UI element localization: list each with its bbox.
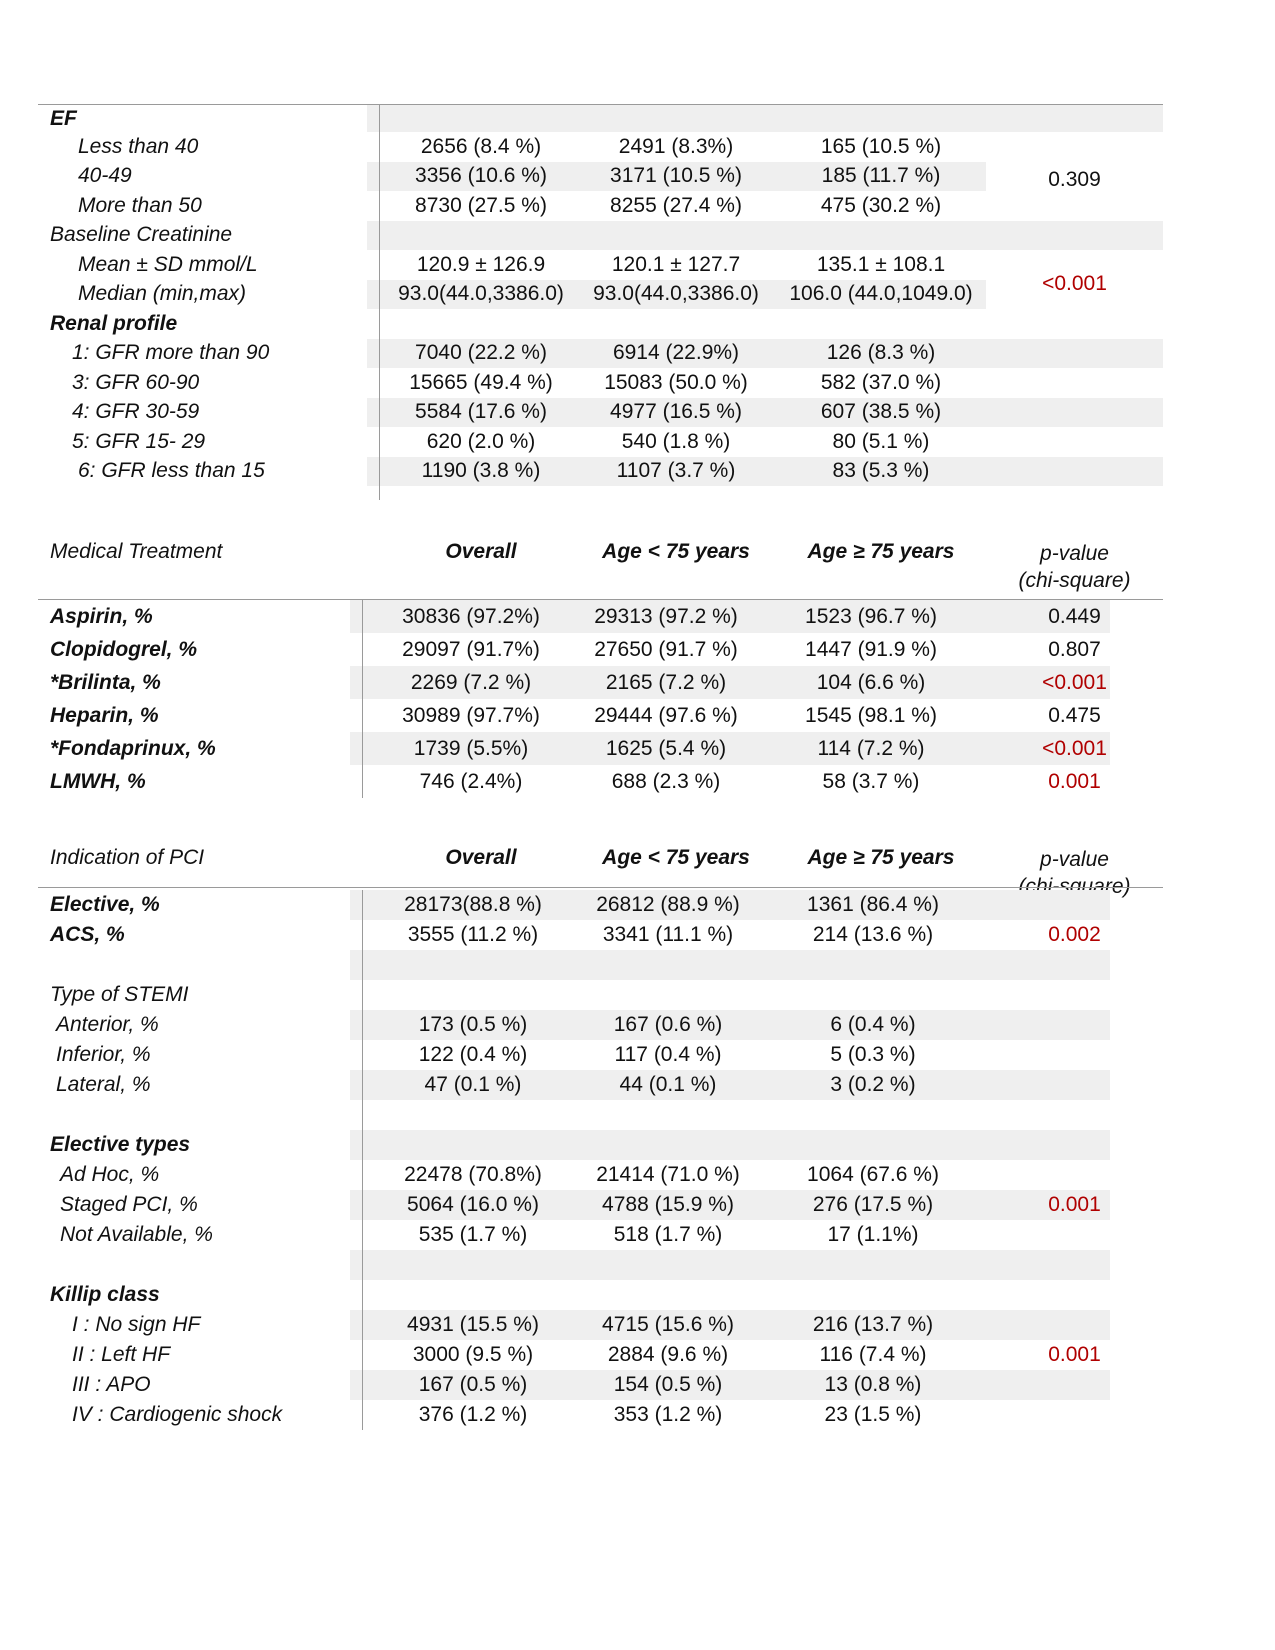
cell-age-under-75: 120.1 ± 127.7 <box>611 252 741 276</box>
row-label: 4: GFR 30-59 <box>72 400 200 424</box>
cell-age-75-plus: 6 (0.4 %) <box>830 1013 916 1036</box>
row-label: Inferior, % <box>56 1043 151 1066</box>
header-p-value-label: p-value <box>1040 542 1109 565</box>
cell-age-under-75: 2165 (7.2 %) <box>605 670 727 694</box>
table-row <box>38 699 1163 732</box>
cell-age-75-plus: 1545 (98.1 %) <box>805 703 937 727</box>
row-label: Less than 40 <box>78 134 199 158</box>
table-row <box>38 339 1163 369</box>
row-label: IV : Cardiogenic shock <box>72 1403 283 1426</box>
cell-age-under-75: 1107 (3.7 %) <box>616 459 736 483</box>
cell-age-under-75 <box>568 1280 768 1310</box>
cell-overall <box>386 221 576 251</box>
table-row <box>38 1010 1163 1040</box>
column-divider <box>362 600 363 798</box>
row-label: Mean ± SD mmol/L <box>78 252 258 276</box>
cell-age-75-plus: 13 (0.8 %) <box>824 1373 922 1396</box>
cell-age-under-75 <box>576 221 776 251</box>
cell-age-under-75: 26812 (88.9 %) <box>596 893 740 916</box>
cell-age-under-75: 4977 (16.5 %) <box>610 400 742 424</box>
table-row <box>38 1400 1163 1430</box>
cell-age-75-plus: 114 (7.2 %) <box>817 736 925 760</box>
row-label: *Fondaprinux, % <box>50 736 216 760</box>
cell-age-under-75: 4715 (15.6 %) <box>602 1313 734 1336</box>
cell-overall <box>378 980 568 1010</box>
row-label: More than 50 <box>78 193 202 217</box>
header-overall: Overall <box>445 846 517 869</box>
cell-age-under-75: 117 (0.4 %) <box>614 1043 722 1066</box>
table-row <box>38 950 1163 980</box>
table-row <box>38 427 1163 457</box>
table-row <box>38 221 1163 251</box>
header-p-value-test: (chi-square) <box>1018 569 1131 592</box>
cell-age-75-plus: 23 (1.5 %) <box>824 1403 922 1426</box>
row-label: II : Left HF <box>72 1343 171 1366</box>
cell-p-value: 0.449 <box>1048 604 1101 628</box>
row-label: 1: GFR more than 90 <box>72 341 270 365</box>
row-label: 3: GFR 60-90 <box>72 370 200 394</box>
cell-overall <box>378 1130 568 1160</box>
cell-overall <box>378 1280 568 1310</box>
cell-age-under-75: 1625 (5.4 %) <box>605 736 727 760</box>
cell-age-under-75 <box>568 1250 768 1280</box>
header-age-under-75: Age < 75 years <box>602 540 750 563</box>
table-row <box>38 368 1163 398</box>
cell-age-75-plus: 607 (38.5 %) <box>820 400 942 424</box>
cell-p-value: 0.807 <box>1048 637 1101 661</box>
cell-age-75-plus <box>776 309 986 339</box>
cell-age-75-plus: 126 (8.3 %) <box>826 341 936 365</box>
cell-age-75-plus <box>768 980 978 1010</box>
cell-age-75-plus <box>768 950 978 980</box>
p-value-killip: 0.001 <box>1048 1343 1101 1366</box>
cell-age-under-75: 353 (1.2 %) <box>613 1403 723 1426</box>
cell-age-75-plus: 3 (0.2 %) <box>830 1073 916 1096</box>
cell-age-under-75: 6914 (22.9%) <box>612 341 740 365</box>
header-p-value-label: p-value <box>1040 848 1109 871</box>
row-label <box>50 1250 410 1280</box>
cell-overall <box>378 1100 568 1130</box>
cell-overall: 29097 (91.7%) <box>402 637 540 661</box>
row-label: Elective, % <box>50 893 160 916</box>
cell-age-75-plus: 582 (37.0 %) <box>820 370 942 394</box>
row-label: Lateral, % <box>56 1073 151 1096</box>
table-row <box>38 600 1163 633</box>
cell-age-75-plus: 106.0 (44.0,1049.0) <box>789 282 973 306</box>
cell-age-under-75: 4788 (15.9 %) <box>602 1193 734 1216</box>
row-label: Not Available, % <box>60 1223 213 1246</box>
cell-p-value: <0.001 <box>1042 670 1107 694</box>
row-label: Ad Hoc, % <box>60 1163 160 1186</box>
cell-overall: 30989 (97.7%) <box>402 703 540 727</box>
cell-age-under-75: 2491 (8.3%) <box>618 134 734 158</box>
cell-age-75-plus: 214 (13.6 %) <box>812 923 934 946</box>
table-row <box>38 457 1163 487</box>
cell-age-under-75: 540 (1.8 %) <box>621 429 731 453</box>
row-label: Staged PCI, % <box>60 1193 198 1216</box>
row-label: Clopidogrel, % <box>50 637 197 661</box>
cell-age-under-75: 21414 (71.0 %) <box>596 1163 740 1186</box>
row-label: Killip class <box>50 1283 160 1306</box>
table-row <box>38 980 1163 1010</box>
cell-age-under-75: 15083 (50.0 %) <box>604 370 748 394</box>
table-row <box>38 1370 1163 1400</box>
column-divider <box>379 104 380 500</box>
table-row <box>38 633 1163 666</box>
cell-age-75-plus: 58 (3.7 %) <box>822 769 920 793</box>
row-label: Type of STEMI <box>50 983 189 1006</box>
cell-overall: 93.0(44.0,3386.0) <box>398 282 564 306</box>
row-label: III : APO <box>72 1373 151 1396</box>
cell-age-under-75: 27650 (91.7 %) <box>594 637 738 661</box>
cell-overall <box>378 950 568 980</box>
cell-overall <box>378 1250 568 1280</box>
row-label: EF <box>50 106 77 130</box>
cell-age-under-75: 44 (0.1 %) <box>619 1073 717 1096</box>
cell-p-value: 0.475 <box>1048 703 1101 727</box>
row-label: 5: GFR 15- 29 <box>72 429 206 453</box>
cell-age-75-plus <box>768 1280 978 1310</box>
header-p-value <box>986 540 1163 594</box>
cell-age-under-75: 29444 (97.6 %) <box>594 703 738 727</box>
header-age-75-plus: Age ≥ 75 years <box>807 846 955 869</box>
cell-age-under-75 <box>576 105 776 132</box>
cell-p-value: 0.001 <box>1048 769 1101 793</box>
cell-age-75-plus: 104 (6.6 %) <box>816 670 926 694</box>
cell-overall: 47 (0.1 %) <box>424 1073 522 1096</box>
cell-overall: 120.9 ± 126.9 <box>416 252 546 276</box>
table-title: Medical Treatment <box>50 540 223 563</box>
cell-age-75-plus: 80 (5.1 %) <box>832 429 930 453</box>
cell-overall: 3555 (11.2 %) <box>407 923 539 946</box>
cell-age-75-plus <box>768 1100 978 1130</box>
cell-overall: 7040 (22.2 %) <box>415 341 547 365</box>
cell-age-75-plus <box>776 105 986 132</box>
cell-age-under-75 <box>568 950 768 980</box>
cell-overall: 30836 (97.2%) <box>402 604 540 628</box>
table-row <box>38 398 1163 428</box>
row-label: Renal profile <box>50 311 178 335</box>
cell-age-under-75: 3171 (10.5 %) <box>610 164 742 188</box>
cell-p-value: <0.001 <box>1042 736 1107 760</box>
row-label: 40-49 <box>78 164 132 188</box>
table-row <box>38 1160 1163 1190</box>
cell-overall: 2269 (7.2 %) <box>410 670 532 694</box>
cell-age-75-plus: 165 (10.5 %) <box>820 134 942 158</box>
cell-age-75-plus: 475 (30.2 %) <box>820 193 942 217</box>
row-label: Baseline Creatinine <box>50 223 233 247</box>
table-row <box>38 765 1163 798</box>
cell-overall <box>386 105 576 132</box>
cell-age-75-plus: 185 (11.7 %) <box>821 164 941 188</box>
table-row <box>38 1040 1163 1070</box>
cell-age-under-75: 2884 (9.6 %) <box>607 1343 729 1366</box>
cell-overall: 376 (1.2 %) <box>418 1403 528 1426</box>
header-rule <box>38 887 1163 888</box>
cell-age-under-75: 688 (2.3 %) <box>611 769 721 793</box>
cell-age-under-75: 518 (1.7 %) <box>613 1223 723 1246</box>
cell-age-75-plus: 17 (1.1%) <box>827 1223 919 1246</box>
cell-age-75-plus <box>768 1130 978 1160</box>
table-row <box>38 1100 1163 1130</box>
cell-age-under-75 <box>568 1100 768 1130</box>
row-label: Median (min,max) <box>78 282 247 306</box>
row-label <box>50 950 410 980</box>
cell-age-under-75 <box>568 1130 768 1160</box>
cell-overall: 4931 (15.5 %) <box>407 1313 539 1336</box>
cell-age-75-plus: 276 (17.5 %) <box>812 1193 934 1216</box>
row-label <box>50 1100 410 1130</box>
table-medical-treatment <box>38 540 1163 810</box>
table-row <box>38 1280 1163 1310</box>
row-label: LMWH, % <box>50 769 146 793</box>
cell-age-under-75: 29313 (97.2 %) <box>594 604 738 628</box>
cell-age-75-plus: 1447 (91.9 %) <box>805 637 937 661</box>
cell-overall: 5584 (17.6 %) <box>415 400 547 424</box>
header-age-75-plus: Age ≥ 75 years <box>807 540 955 563</box>
row-label: ACS, % <box>50 923 125 946</box>
cell-age-75-plus: 216 (13.7 %) <box>812 1313 934 1336</box>
p-value-ef: 0.309 <box>1048 168 1101 191</box>
cell-overall: 122 (0.4 %) <box>418 1043 528 1066</box>
table-indication-pci <box>38 846 1163 1446</box>
cell-overall: 1739 (5.5%) <box>413 736 529 760</box>
row-label: Elective types <box>50 1133 191 1156</box>
cell-overall: 5064 (16.0 %) <box>407 1193 539 1216</box>
cell-overall: 15665 (49.4 %) <box>409 370 553 394</box>
cell-age-75-plus <box>776 221 986 251</box>
cell-overall: 2656 (8.4 %) <box>420 134 542 158</box>
cell-age-75-plus <box>768 1250 978 1280</box>
p-value-indication: 0.002 <box>1048 923 1101 946</box>
row-label: *Brilinta, % <box>50 670 161 694</box>
table-row <box>38 1310 1163 1340</box>
table-row <box>38 1130 1163 1160</box>
cell-overall: 173 (0.5 %) <box>418 1013 528 1036</box>
cell-age-under-75: 8255 (27.4 %) <box>610 193 742 217</box>
header-overall: Overall <box>445 540 517 563</box>
cell-overall: 8730 (27.5 %) <box>415 193 547 217</box>
table-row <box>38 309 1163 339</box>
cell-age-under-75 <box>576 309 776 339</box>
cell-overall: 22478 (70.8%) <box>404 1163 542 1186</box>
table-row <box>38 1250 1163 1280</box>
cell-age-under-75 <box>568 980 768 1010</box>
table-row <box>38 1220 1163 1250</box>
cell-overall: 535 (1.7 %) <box>418 1223 528 1246</box>
cell-age-75-plus: 1523 (96.7 %) <box>805 604 937 628</box>
row-label: Heparin, % <box>50 703 159 727</box>
table-row <box>38 132 1163 162</box>
table-row <box>38 732 1163 765</box>
cell-age-75-plus: 135.1 ± 108.1 <box>816 252 946 276</box>
table-ef-renal <box>38 104 1163 500</box>
cell-overall: 28173(88.8 %) <box>404 893 542 916</box>
table-row <box>38 1070 1163 1100</box>
row-label: Aspirin, % <box>50 604 153 628</box>
cell-age-under-75: 3341 (11.1 %) <box>602 923 734 946</box>
row-label: Anterior, % <box>56 1013 159 1036</box>
table-title: Indication of PCI <box>50 846 205 869</box>
cell-overall: 746 (2.4%) <box>419 769 523 793</box>
table-row <box>38 191 1163 221</box>
cell-age-75-plus: 116 (7.4 %) <box>819 1343 927 1366</box>
column-divider <box>362 890 363 1430</box>
table-body <box>38 600 1163 798</box>
cell-age-75-plus: 5 (0.3 %) <box>830 1043 916 1066</box>
cell-overall: 3356 (10.6 %) <box>415 164 547 188</box>
cell-overall <box>386 309 576 339</box>
p-value-elective-types: 0.001 <box>1048 1193 1101 1216</box>
row-label: 6: GFR less than 15 <box>78 459 265 483</box>
cell-age-under-75: 93.0(44.0,3386.0) <box>593 282 759 306</box>
cell-overall: 1190 (3.8 %) <box>421 459 541 483</box>
cell-age-under-75: 154 (0.5 %) <box>613 1373 723 1396</box>
cell-overall: 167 (0.5 %) <box>418 1373 528 1396</box>
table-row <box>38 890 1163 920</box>
table-row <box>38 666 1163 699</box>
row-label: I : No sign HF <box>72 1313 201 1336</box>
table-row <box>38 105 1163 132</box>
header-age-under-75: Age < 75 years <box>602 846 750 869</box>
cell-overall: 620 (2.0 %) <box>426 429 536 453</box>
cell-age-75-plus: 83 (5.3 %) <box>832 459 930 483</box>
cell-age-75-plus: 1361 (86.4 %) <box>807 893 939 916</box>
cell-age-75-plus: 1064 (67.6 %) <box>807 1163 939 1186</box>
cell-age-under-75: 167 (0.6 %) <box>613 1013 723 1036</box>
p-value-creatinine: <0.001 <box>1042 272 1107 295</box>
cell-overall: 3000 (9.5 %) <box>412 1343 534 1366</box>
